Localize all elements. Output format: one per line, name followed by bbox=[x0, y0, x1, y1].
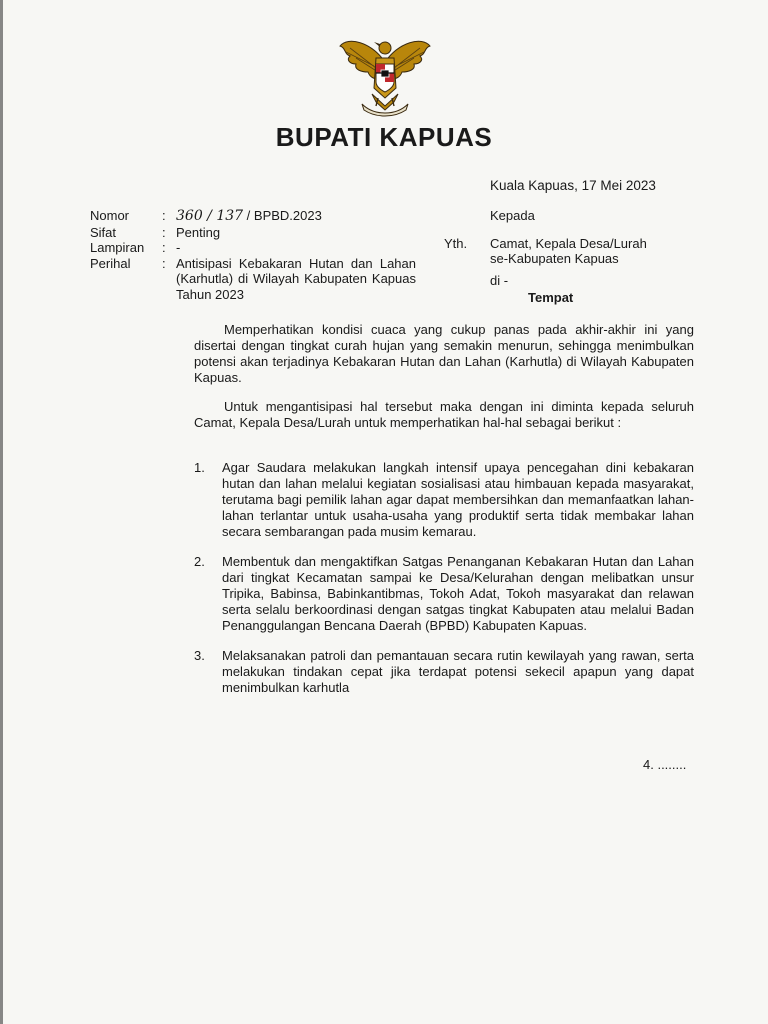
recipient-line1: Camat, Kepala Desa/Lurah bbox=[490, 235, 647, 251]
meta-label-perihal: Perihal bbox=[90, 255, 131, 271]
list-item-text: Melaksanakan patroli dan pemantauan secara rutin kewilayah yang rawan, serta melakukan tindakan cepat jika terdapat potensi sekecil apapun yang dapat menimbulkan karhutla bbox=[222, 648, 694, 695]
garuda-emblem-icon bbox=[336, 32, 434, 118]
list-item bbox=[194, 554, 694, 634]
meta-colon: : bbox=[162, 255, 166, 271]
recipient-line2: se-Kabupaten Kapuas bbox=[490, 251, 619, 266]
handwritten-number: 360 / 137 bbox=[176, 208, 244, 224]
list-item bbox=[194, 648, 694, 696]
recipient-yth: Yth. bbox=[444, 235, 468, 251]
nomor-suffix: / BPBD.2023 bbox=[243, 208, 322, 223]
list-item-number: 2. bbox=[194, 554, 205, 569]
meta-value-perihal: Antisipasi Kebakaran Hutan dan Lahan (Karhutla) di Wilayah Kabupaten Kapuas Tahun 2023 bbox=[176, 255, 416, 302]
recipient-row bbox=[444, 236, 647, 252]
meta-row-nomor bbox=[90, 208, 416, 225]
recipient-tempat: Tempat bbox=[528, 290, 574, 305]
meta-colon: : bbox=[162, 208, 166, 223]
meta-row-perihal bbox=[90, 256, 416, 303]
meta-value-lampiran: - bbox=[176, 240, 181, 255]
meta-label-nomor: Nomor bbox=[90, 208, 130, 223]
meta-colon: : bbox=[162, 240, 166, 255]
continuation-marker: 4. ........ bbox=[643, 757, 687, 772]
list-item-number: 1. bbox=[194, 460, 205, 475]
list-item-text: Agar Saudara melakukan langkah intensif upaya pencegahan dini kebakaran hutan dan lahan melalui kegiatan sosialisasi atau himbauan kepada masyarakat, terutama bagi pemilik lahan agar dapat membersihkan dan memanfaatkan lahan-lahan terlantar untuk usaha-usaha yang produktif serta tidak membakar lahan secara sembarangan pada musim kemarau. bbox=[222, 460, 694, 539]
meta-value-sifat: Penting bbox=[176, 224, 221, 240]
recipient-di: di - bbox=[490, 272, 509, 288]
body-paragraph-1: Memperhatikan kondisi cuaca yang cukup panas pada akhir-akhir ini yang disertai dengan tingkat curah hujan yang semakin menurun, sehingga menimbulkan potensi akan terjadinya Kebakaran Hutan dan Lahan (Karhutla) di Wilayah Kabupaten Kapuas. bbox=[194, 322, 694, 385]
letterhead-title: BUPATI KAPUAS bbox=[275, 122, 493, 152]
meta-colon: : bbox=[162, 224, 166, 240]
letter-body bbox=[194, 322, 694, 444]
list-item-text: Membentuk dan mengaktifkan Satgas Penanganan Kebakaran Hutan dan Lahan dari tingkat Kecamatan sampai ke Desa/Kelurahan dengan melibatkan unsur Tripika, Babinsa, Babinkantibmas, Tokoh Adat, Tokoh masyarakat dan relawan serta selalu berkoordinasi dengan satgas tingkat Kabupaten atau melalui Badan Penanggulangan Bencana Daerah (BPBD) Kabupaten Kapuas. bbox=[222, 554, 694, 633]
list-item-number: 3. bbox=[194, 648, 205, 663]
meta-label-sifat: Sifat bbox=[90, 224, 117, 240]
list-item bbox=[194, 460, 694, 540]
meta-row-sifat bbox=[90, 225, 416, 241]
recipient-block bbox=[444, 208, 647, 306]
recipient-kepada: Kepada bbox=[490, 208, 535, 223]
instruction-list bbox=[194, 460, 694, 710]
page-edge bbox=[0, 0, 3, 1024]
meta-row-lampiran bbox=[90, 240, 416, 256]
place-date: Kuala Kapuas, 17 Mei 2023 bbox=[490, 178, 656, 193]
letter-meta bbox=[90, 208, 416, 302]
meta-label-lampiran: Lampiran bbox=[90, 240, 145, 255]
meta-value-nomor bbox=[176, 208, 416, 225]
body-paragraph-2: Untuk mengantisipasi hal tersebut maka dengan ini diminta kepada seluruh Camat, Kepala Desa/Lurah untuk memperhatikan hal-hal sebagai berikut : bbox=[194, 399, 694, 430]
